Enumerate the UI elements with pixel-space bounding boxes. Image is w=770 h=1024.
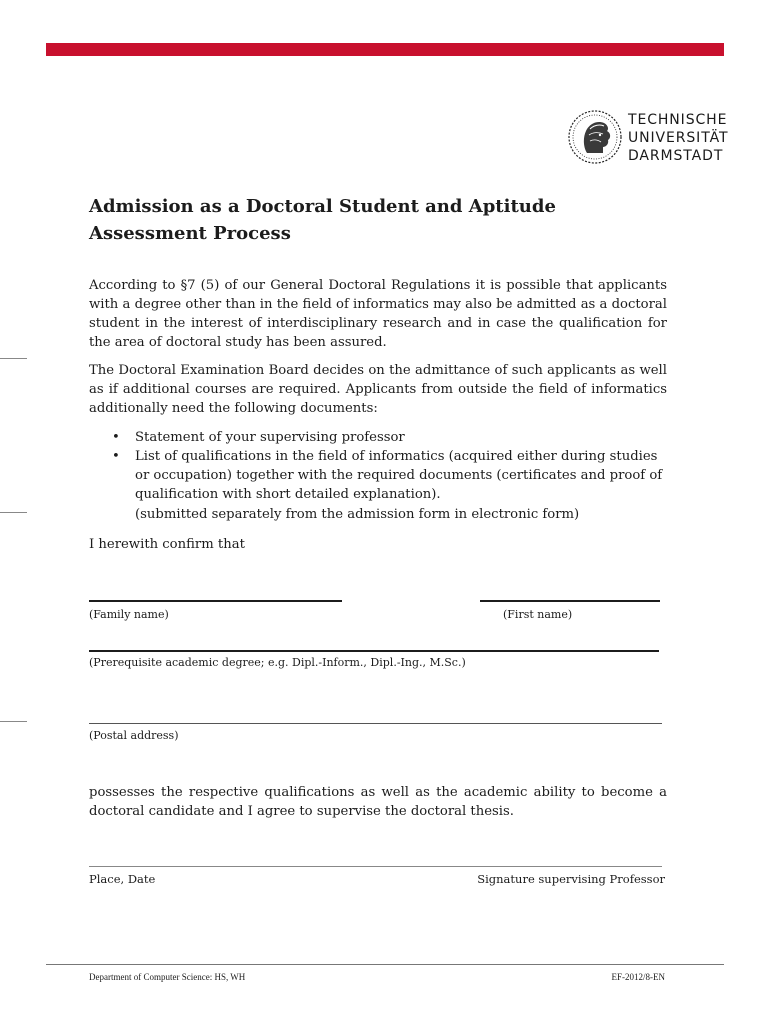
first-name-label: (First name) [503, 608, 573, 621]
document-title [89, 193, 589, 247]
athena-seal-icon [567, 109, 623, 165]
margin-fold-mark [0, 721, 27, 722]
required-documents-list [89, 428, 667, 504]
title-line: Admission as a Doctoral Student and Aptitude [89, 196, 556, 217]
footer-department: Department of Computer Science: HS, WH [89, 972, 246, 982]
academic-degree-label: (Prerequisite academic degree; e.g. Dipl.-Inform., Dipl.-Ing., M.Sc.) [89, 656, 466, 669]
first-name-field[interactable] [480, 600, 660, 602]
university-name [628, 111, 728, 165]
academic-degree-field[interactable] [89, 650, 659, 652]
logo-line: UNIVERSITÄT [628, 130, 729, 146]
header-accent-bar [46, 43, 724, 56]
family-name-field[interactable] [89, 600, 342, 602]
submission-note: (submitted separately from the admission form in electronic form) [135, 507, 580, 522]
regulations-paragraph: According to §7 (5) of our General Doctoral Regulations it is possible that applicants with a degree other than in the field of informatics may also be admitted as a doctoral student in the interest of interdisciplinary research and in case the qualification for the area of doctoral study has been assured. [89, 278, 667, 350]
list-item: • Statement of your supervising professor [89, 428, 667, 447]
signature-label: Signature supervising Professor [477, 872, 665, 886]
margin-fold-mark [0, 358, 27, 359]
postal-address-label: (Postal address) [89, 729, 179, 742]
qualification-statement: possesses the respective qualifications as well as the academic ability to become a doctoral candidate and I agree to supervise the doctoral thesis. [89, 785, 667, 819]
footer-form-code: EF-2012/8-EN [611, 972, 665, 982]
confirm-text: I herewith confirm that [89, 537, 245, 552]
board-paragraph: The Doctoral Examination Board decides on the admittance of such applicants as well as if additional courses are required. Applicants from outside the field of informatics additionally need the following documents: [89, 363, 667, 416]
university-logo [567, 109, 737, 165]
logo-line: TECHNISCHE [628, 112, 728, 128]
footer-divider [46, 964, 724, 965]
logo-line: DARMSTADT [628, 148, 724, 164]
postal-address-field[interactable] [89, 723, 662, 724]
title-line: Assessment Process [89, 223, 291, 244]
family-name-label: (Family name) [89, 608, 169, 621]
signature-field[interactable] [89, 866, 662, 867]
place-date-label: Place, Date [89, 872, 156, 886]
list-item: • List of qualifications in the field of informatics (acquired either during studies or occupation) together with the required documents (certificates and proof of qualification with short detailed explanation). [89, 447, 667, 504]
margin-punch-mark [0, 512, 27, 513]
